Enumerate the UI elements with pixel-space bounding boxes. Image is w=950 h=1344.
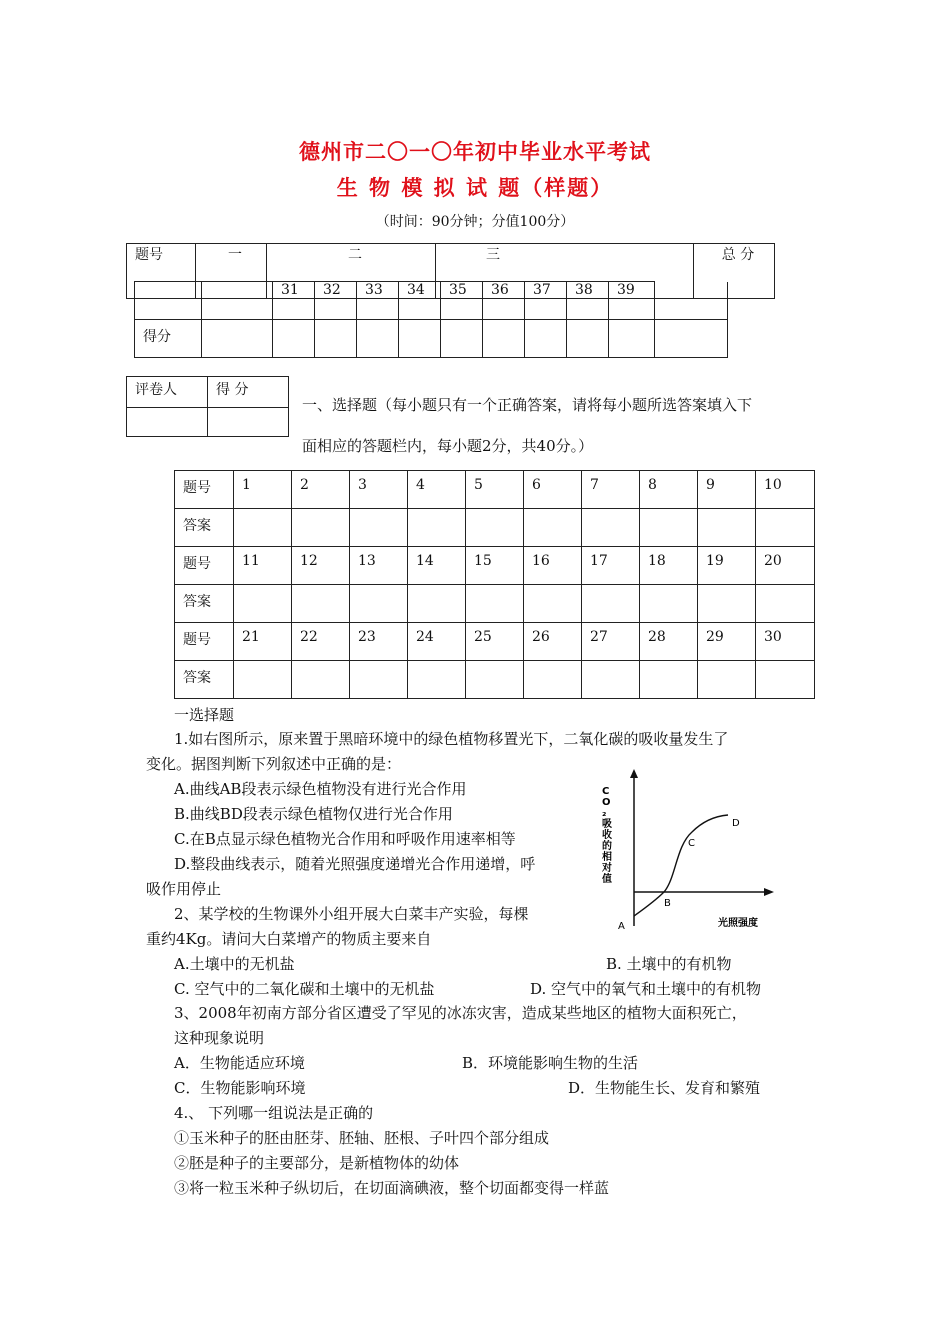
answer-cell[interactable] [466, 661, 524, 699]
time-note: （时间：90分钟；分值100分） [375, 214, 575, 230]
score-cell[interactable] [655, 320, 728, 358]
q1-option-d-cont: 吸作用停止 [146, 880, 222, 898]
answer-label-answer: 答案 [175, 509, 234, 547]
score-value-row [135, 320, 728, 358]
answer-cell[interactable] [524, 585, 582, 623]
answer-question-number: 19 [698, 547, 756, 585]
grader-reviewer-cell[interactable] [127, 408, 208, 437]
answer-question-number: 3 [350, 471, 408, 509]
score-col-total: 总 分 [694, 244, 775, 299]
answer-question-number: 4 [408, 471, 466, 509]
q1-option-a: A.曲线AB段表示绿色植物没有进行光合作用 [174, 780, 467, 798]
y-axis-label: C O ₂ 吸收的相对值 [602, 786, 612, 885]
answer-cell[interactable] [234, 661, 292, 699]
score-cell[interactable] [399, 320, 441, 358]
answer-table [174, 470, 815, 699]
co2-light-figure [596, 766, 786, 938]
answer-cell[interactable] [234, 585, 292, 623]
grader-reviewer-label: 评卷人 [127, 377, 208, 408]
answer-question-number: 14 [408, 547, 466, 585]
answer-question-number: 1 [234, 471, 292, 509]
answer-cell[interactable] [350, 661, 408, 699]
score-num: 31 [273, 282, 315, 320]
score-table-body [134, 281, 728, 358]
answer-cell[interactable] [640, 585, 698, 623]
section1-heading-2: 面相应的答题栏内，每小题2分，共40分。） [302, 437, 594, 455]
q3-option-d: D．生物能生长、发育和繁殖 [568, 1079, 761, 1097]
x-axis-arrow-icon [764, 888, 774, 896]
answer-cell[interactable] [292, 585, 350, 623]
grader-score-cell[interactable] [208, 408, 289, 437]
section1-heading-1: 一、选择题（每小题只有一个正确答案，请将每小题所选答案填入下 [302, 396, 753, 414]
q2-option-c: C. 空气中的二氧化碳和土壤中的无机盐 [174, 980, 435, 998]
answer-cell[interactable] [698, 509, 756, 547]
score-col-one: 一 [196, 244, 267, 299]
answer-question-number: 7 [582, 471, 640, 509]
answer-cell[interactable] [756, 661, 815, 699]
answer-question-number: 27 [582, 623, 640, 661]
score-cell[interactable] [483, 320, 525, 358]
answer-question-number: 23 [350, 623, 408, 661]
answer-cell[interactable] [524, 661, 582, 699]
score-label-tihao: 题号 [127, 244, 196, 299]
answer-row [175, 509, 815, 547]
grader-box [126, 376, 289, 437]
answer-question-number: 9 [698, 471, 756, 509]
answer-label-answer: 答案 [175, 585, 234, 623]
answer-question-number: 13 [350, 547, 408, 585]
answer-question-number: 18 [640, 547, 698, 585]
answer-cell[interactable] [292, 661, 350, 699]
point-d-label: D [732, 818, 740, 829]
answer-cell[interactable] [640, 661, 698, 699]
q4-statement-1: ①玉米种子的胚由胚芽、胚轴、胚根、子叶四个部分组成 [174, 1129, 550, 1147]
answer-cell[interactable] [408, 661, 466, 699]
score-cell[interactable] [357, 320, 399, 358]
answer-question-number: 28 [640, 623, 698, 661]
q2-option-d: D. 空气中的氧气和土壤中的有机物 [530, 980, 762, 998]
answer-label-number: 题号 [175, 623, 234, 661]
answer-question-number: 16 [524, 547, 582, 585]
answer-question-number: 20 [756, 547, 815, 585]
answer-question-number: 2 [292, 471, 350, 509]
q3-text: 这种现象说明 [174, 1029, 265, 1047]
answer-question-number: 5 [466, 471, 524, 509]
score-cell[interactable] [567, 320, 609, 358]
q1-text: 变化。据图判断下列叙述中正确的是： [146, 755, 402, 773]
answer-label-number: 题号 [175, 471, 234, 509]
answer-cell[interactable] [466, 585, 524, 623]
answer-question-number: 11 [234, 547, 292, 585]
q4-statement-3: ③将一粒玉米种子纵切后，在切面滴碘液，整个切面都变得一样蓝 [174, 1179, 610, 1197]
answer-cell[interactable] [234, 509, 292, 547]
q2-option-a: A.土壤中的无机盐 [174, 955, 295, 973]
answer-cell[interactable] [698, 585, 756, 623]
answer-question-number: 29 [698, 623, 756, 661]
answer-question-number: 24 [408, 623, 466, 661]
score-num: 33 [357, 282, 399, 320]
answer-cell[interactable] [582, 585, 640, 623]
score-label-defen: 得分 [135, 320, 202, 358]
score-cell[interactable] [441, 320, 483, 358]
answer-cell[interactable] [698, 661, 756, 699]
answer-row [175, 661, 815, 699]
q4-text: 4.、 下列哪一组说法是正确的 [174, 1104, 374, 1122]
q1-option-c: C.在B点显示绿色植物光合作用和呼吸作用速率相等 [174, 830, 516, 848]
answer-cell[interactable] [756, 509, 815, 547]
x-axis-label: 光照强度 [718, 918, 758, 929]
answer-cell[interactable] [756, 585, 815, 623]
section-label: 一选择题 [174, 706, 235, 724]
score-cell[interactable] [525, 320, 567, 358]
score-cell[interactable] [273, 320, 315, 358]
answer-cell[interactable] [524, 509, 582, 547]
score-col-three: 三 [436, 244, 694, 299]
q2-text: 2、某学校的生物课外小组开展大白菜丰产实验，每棵 [174, 905, 529, 923]
score-num: 34 [399, 282, 441, 320]
score-num: 36 [483, 282, 525, 320]
score-number-row [135, 282, 728, 320]
answer-label-answer: 答案 [175, 661, 234, 699]
point-a-label: A [618, 921, 625, 932]
answer-question-number: 17 [582, 547, 640, 585]
answer-question-number: 22 [292, 623, 350, 661]
q1-text: 1.如右图所示，原来置于黑暗环境中的绿色植物移置光下，二氧化碳的吸收量发生了 [174, 730, 729, 748]
answer-question-number: 26 [524, 623, 582, 661]
score-num: 32 [315, 282, 357, 320]
answer-question-number: 6 [524, 471, 582, 509]
score-num: 39 [609, 282, 655, 320]
point-b-label: B [664, 898, 671, 909]
grader-score-label: 得 分 [208, 377, 289, 408]
answer-question-number: 12 [292, 547, 350, 585]
answer-cell[interactable] [582, 509, 640, 547]
score-num: 35 [441, 282, 483, 320]
score-cell[interactable] [315, 320, 357, 358]
q3-option-c: C．生物能影响环境 [174, 1079, 306, 1097]
q2-text: 重约4Kg。请问大白菜增产的物质主要来自 [146, 930, 432, 948]
answer-cell[interactable] [350, 585, 408, 623]
answer-cell[interactable] [408, 585, 466, 623]
q2-option-b: B. 土壤中的有机物 [606, 955, 732, 973]
answer-cell[interactable] [466, 509, 524, 547]
answer-number-row [175, 547, 815, 585]
answer-question-number: 30 [756, 623, 815, 661]
answer-cell[interactable] [408, 509, 466, 547]
q1-option-b: B.曲线BD段表示绿色植物仅进行光合作用 [174, 805, 453, 823]
answer-number-row [175, 471, 815, 509]
answer-question-number: 15 [466, 547, 524, 585]
q3-option-b: B．环境能影响生物的生活 [462, 1054, 639, 1072]
answer-question-number: 8 [640, 471, 698, 509]
answer-cell[interactable] [640, 509, 698, 547]
answer-question-number: 25 [466, 623, 524, 661]
answer-number-row [175, 623, 815, 661]
answer-cell[interactable] [582, 661, 640, 699]
q3-text: 3、2008年初南方部分省区遭受了罕见的冰冻灾害，造成某些地区的植物大面积死亡， [174, 1004, 747, 1022]
score-num: 38 [567, 282, 609, 320]
score-cell[interactable] [609, 320, 655, 358]
answer-question-number: 21 [234, 623, 292, 661]
answer-question-number: 10 [756, 471, 815, 509]
q3-option-a: A．生物能适应环境 [174, 1054, 305, 1072]
exam-title: 德州市二〇一〇年初中毕业水平考试 [299, 140, 651, 164]
answer-cell[interactable] [350, 509, 408, 547]
exam-subtitle: 生 物 模 拟 试 题（样题） [336, 176, 614, 200]
answer-cell[interactable] [292, 509, 350, 547]
q4-statement-2: ②胚是种子的主要部分，是新植物体的幼体 [174, 1154, 460, 1172]
answer-label-number: 题号 [175, 547, 234, 585]
score-col-two: 二 [267, 244, 436, 299]
q1-option-d: D.整段曲线表示，随着光照强度递增光合作用递增，呼 [174, 855, 536, 873]
score-cell[interactable] [202, 320, 273, 358]
answer-row [175, 585, 815, 623]
y-axis-arrow-icon [630, 769, 638, 778]
score-num: 37 [525, 282, 567, 320]
point-c-label: C [688, 838, 695, 849]
co2-curve [634, 815, 728, 916]
